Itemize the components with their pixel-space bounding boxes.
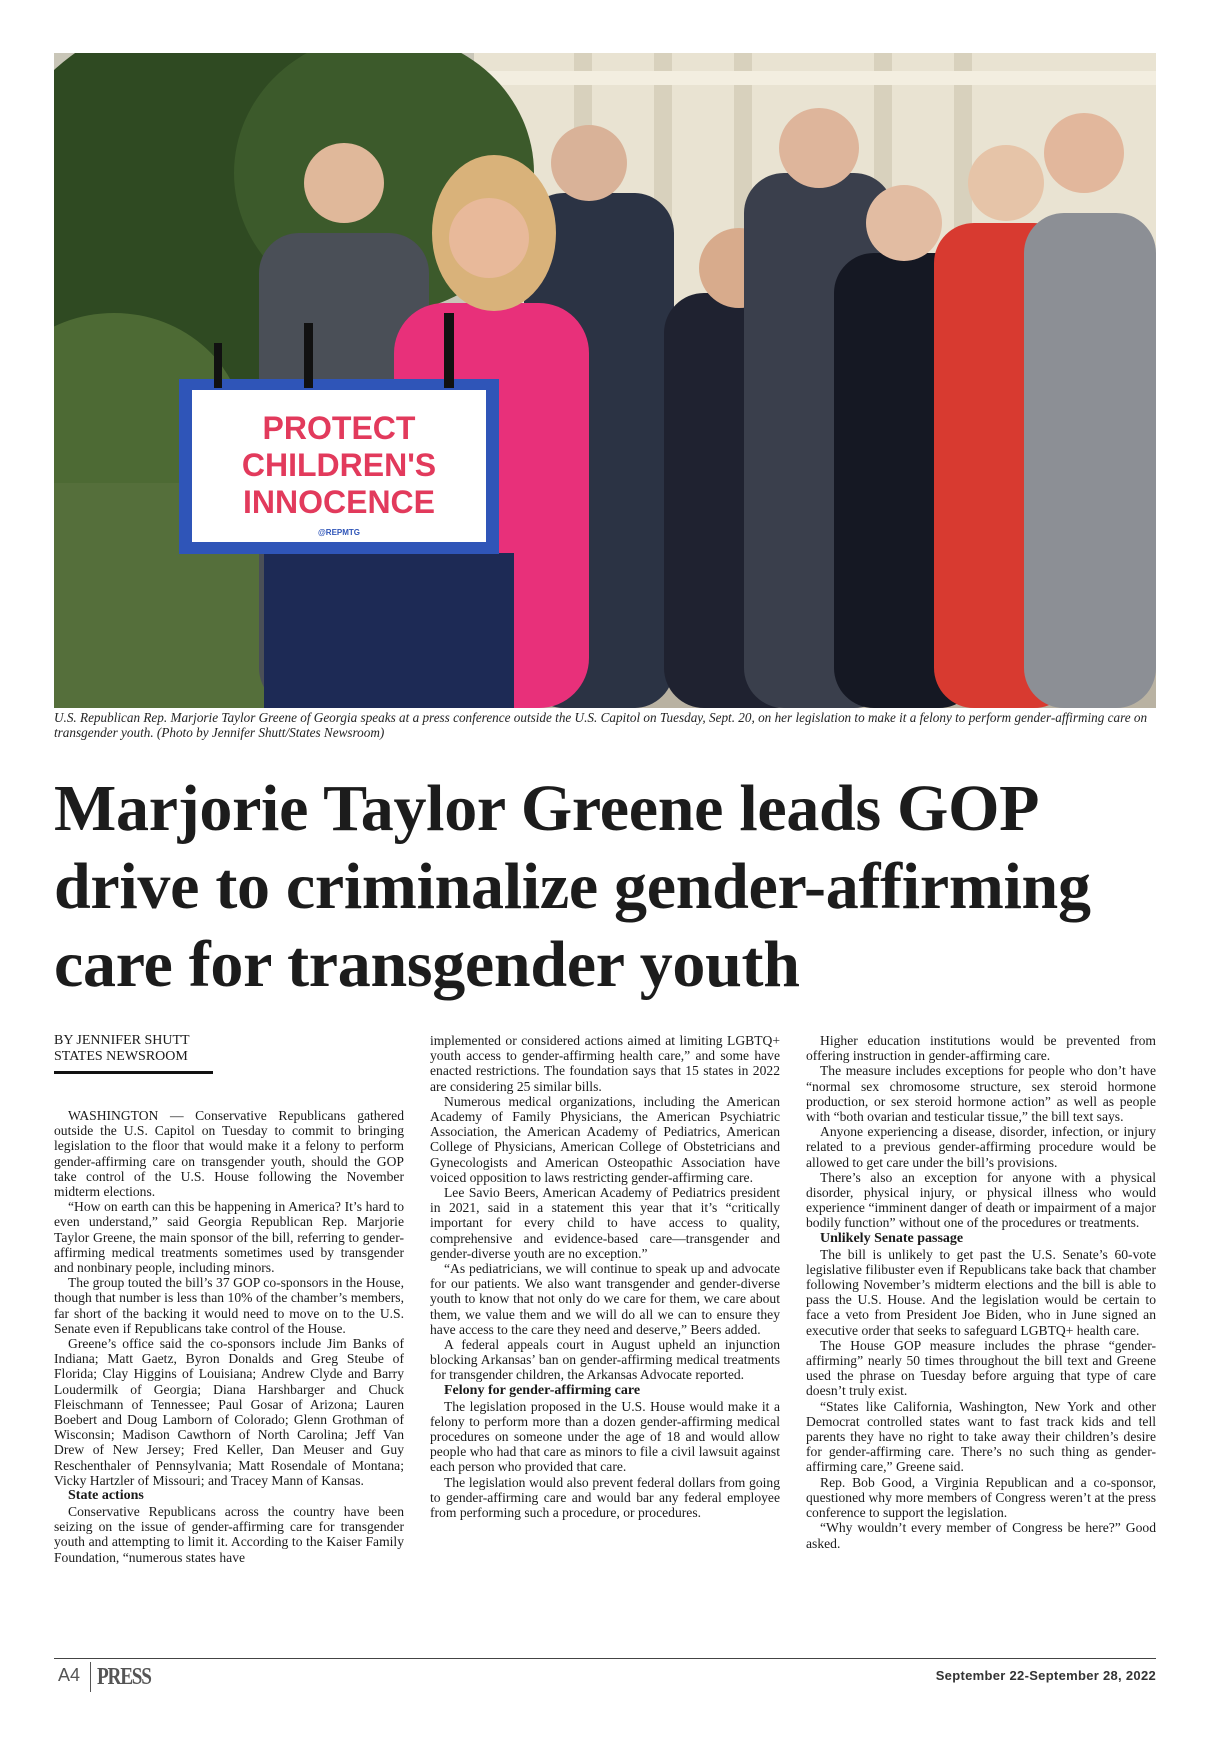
paragraph: Rep. Bob Good, a Virginia Republican and a co-sponsor, questioned why more members of Congress weren’t at the press conference to support the legislation.: [806, 1474, 1156, 1521]
paragraph: The bill is unlikely to get past the U.S. Senate’s 60-vote legislative filibuster even if Republicans take back that chamber following November’s midterm elections and the bill is able to pass the U.S. House. And the legislation would be certain to face a veto from President Joe Biden, who in June signed an executive order that seeks to safeguard LGBTQ+ health care.: [806, 1246, 1156, 1338]
paragraph: Higher education institutions would be prevented from offering instruction in gender-affirming care.: [806, 1033, 1156, 1064]
paragraph: “Why wouldn’t every member of Congress be here?” Good asked.: [806, 1520, 1156, 1551]
page-number: A4: [58, 1665, 81, 1685]
byline-outlet: STATES NEWSROOM: [54, 1049, 188, 1064]
podium-sign-line3: INNOCENCE: [242, 484, 436, 520]
footer-rule: [54, 1658, 1156, 1659]
article-body: [54, 1033, 1156, 1645]
paragraph: The legislation proposed in the U.S. House would make it a felony to perform more than a dozen gender-affirming medical procedures on someone under the age of 18 and would allow people who had that care as minors to file a civil lawsuit against each person who provided that care.: [430, 1398, 780, 1475]
press-conference-illustration: [54, 53, 1156, 708]
paragraph: “How on earth can this be happening in America? It’s hard to even understand,” said Georgia Republican Rep. Marjorie Taylor Greene, the main sponsor of the bill, referring to gender-affirming medical treatments sometimes used by transgender and nonbinary people, including minors.: [54, 1199, 404, 1276]
footer-divider: [90, 1662, 91, 1692]
paragraph: “As pediatricians, we will continue to speak up and advocate for our patients. We also want transgender and gender-diverse youth to know that not only do we care for them, we care about them, we value them and we will do all we can to ensure they have access to the care they need and deserve,” Beers added.: [430, 1261, 780, 1337]
article-column-1: [54, 1033, 404, 1645]
photo-caption: U.S. Republican Rep. Marjorie Taylor Greene of Georgia speaks at a press conference outside the U.S. Capitol on Tuesday, Sept. 20, on her legislation to make it a felony to perform gender-affirming care on transgender youth. (Photo by Jennifer Shutt/States Newsroom): [54, 710, 1148, 740]
paragraph: Anyone experiencing a disease, disorder, infection, or injury related to a previous gender-affirming procedure would be allowed to get care under the bill’s provisions.: [806, 1124, 1156, 1170]
article-column-2: [430, 1033, 780, 1645]
paragraph: The group touted the bill’s 37 GOP co-sponsors in the House, though that number is less than 10% of the chamber’s members, far short of the backing it would need to move on to the U.S. Senate even if Republicans take control of the House.: [54, 1275, 404, 1336]
paragraph: WASHINGTON — Conservative Republicans gathered outside the U.S. Capitol on Tuesday to commit to bringing legislation to the floor that would make it a felony to perform gender-affirming care on transgender youth, should the GOP take control of the U.S. House following the November midterm elections.: [54, 1108, 404, 1200]
subheading-senate: Unlikely Senate passage: [820, 1230, 964, 1246]
paragraph: “States like California, Washington, New York and other Democrat controlled states want to fast track kids and tell parents they have no right to take away their children’s desire for gender-affirming care. There’s no such thing as gender-affirming care,” Greene said.: [806, 1398, 1156, 1475]
headline: Marjorie Taylor Greene leads GOP drive to criminalize gender-affirming care for transgender youth: [54, 772, 1091, 1001]
paragraph: The House GOP measure includes the phrase “gender-affirming” nearly 50 times throughout the bill text and Greene used the phrase on Tuesday before arguing that type of care doesn’t truly exist.: [806, 1337, 1156, 1399]
subheading-state-actions: State actions: [68, 1488, 144, 1504]
paragraph: There’s also an exception for anyone with a physical disorder, physical injury, or physical illness who would experience “imminent danger of death or impairment of a major bodily function” without one of the procedures or treatments.: [806, 1169, 1156, 1231]
paragraph: The measure includes exceptions for people who don’t have “normal sex chromosome structure, sex steroid hormone production, or sex steroid hormone action” as well as people with “both ovarian and testicular tissue,” the bill text says.: [806, 1063, 1156, 1125]
podium-sign-line1: PROTECT: [262, 410, 416, 446]
subheading-felony: Felony for gender-affirming care: [444, 1382, 641, 1398]
paragraph: implemented or considered actions aimed at limiting LGBTQ+ youth access to gender-affirming health care,” and some have enacted restrictions. The foundation says that 15 states in 2022 are considering 25 similar bills.: [430, 1033, 780, 1094]
byline: [54, 1033, 404, 1065]
paragraph: The legislation would also prevent federal dollars from going to gender-affirming care and would bar any federal employee from performing such a procedure, or procedures.: [430, 1474, 780, 1521]
byline-author: BY JENNIFER SHUTT: [54, 1033, 190, 1048]
podium-sign-line2: CHILDREN'S: [241, 447, 437, 483]
publication-logo: PRESS: [97, 1664, 151, 1690]
byline-rule: [54, 1071, 213, 1074]
paragraph: Lee Savio Beers, American Academy of Pediatrics president in 2021, said in a statement this year that it’s “critically important for every child to have access to quality, comprehensive and evidence-based care—transgender and gender-diverse youth are no exception.”: [430, 1185, 780, 1261]
issue-date: September 22-September 28, 2022: [935, 1668, 1156, 1683]
lead-photo: [54, 53, 1156, 708]
paragraph: Conservative Republicans across the country have been seizing on the issue of gender-affirming care for transgender youth and attempting to limit it. According to the Kaiser Family Foundation, “numerous states have: [54, 1504, 404, 1565]
paragraph: Greene’s office said the co-sponsors include Jim Banks of Indiana; Matt Gaetz, Byron Donalds and Greg Steube of Florida; Clay Higgins of Louisiana; Andrew Clyde and Barry Loudermilk of Georgia; Diana Harshbarger and Chuck Fleischmann of Tennessee; Paul Gosar of Arizona; Lauren Boebert and Doug Lamborn of Colorado; Glenn Grothman of Wisconsin; Madison Cawthorn of North Carolina; Jeff Van Drew of New Jersey; Fred Keller, Dan Meuser and Guy Reschenthaler of Pennsylvania; Matt Rosendale of Montana; Vicky Hartzler of Missouri; and Tracey Mann of Kansas.: [54, 1336, 404, 1488]
article-column-3: [806, 1033, 1156, 1645]
paragraph: Numerous medical organizations, including the American Academy of Family Physicians, the American Psychiatric Association, the American Academy of Pediatrics, American College of Physicians, American College of Obstetricians and Gynecologists and American Osteopathic Association have voiced opposition to laws restricting gender-affirming care.: [430, 1093, 780, 1185]
paragraph: A federal appeals court in August upheld an injunction blocking Arkansas’ ban on gender-affirming medical treatments for transgender children, the Arkansas Advocate reported.: [430, 1337, 780, 1383]
podium-handle: @REPMTG: [317, 528, 361, 537]
